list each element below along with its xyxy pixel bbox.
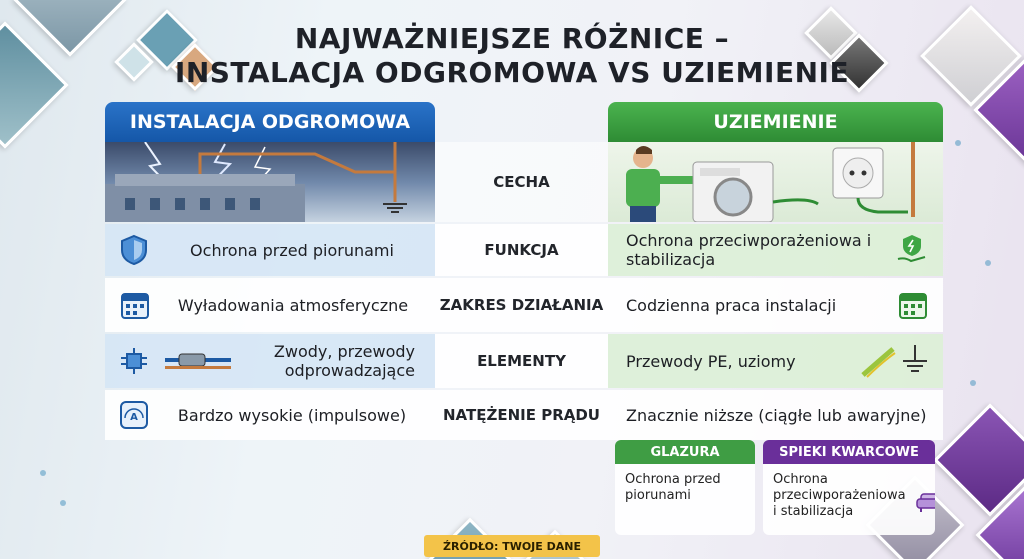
row-right-cell: [608, 142, 943, 222]
decor-dot: [40, 470, 46, 476]
ground-cable-icon: [859, 343, 929, 379]
calendar-icon: [119, 289, 151, 321]
table-row-feature: [105, 142, 943, 222]
mini-card-quartz-sinter: [763, 440, 935, 535]
title-line-1: NAJWAŻNIEJSZE RÓŻNICE –: [294, 22, 730, 55]
scope-right-text: Codzienna praca instalacji: [626, 295, 837, 315]
decor-dot: [970, 380, 976, 386]
row-right-cell: [608, 224, 943, 276]
row-right-cell: [608, 390, 943, 440]
conductor-clamp-icon: [165, 349, 231, 373]
row-label-elements: ELEMENTY: [435, 334, 608, 388]
table-row-elements: [105, 334, 943, 388]
shield-hand-icon: [895, 233, 929, 267]
mini-card-title: SPIEKI KWARCOWE: [763, 440, 935, 464]
shield-icon: [119, 234, 149, 266]
current-right-text: Znacznie niższe (ciągłe lub awaryjne): [626, 405, 927, 425]
svg-text:A: A: [130, 412, 138, 423]
function-right-text: Ochrona przeciwporażeniowa i stabilizacja: [626, 231, 872, 269]
function-left-text: Ochrona przed piorunami: [190, 240, 394, 260]
header-grounding: UZIEMIENIE: [608, 102, 943, 142]
row-label-scope: ZAKRES DZIAŁANIA: [435, 278, 608, 332]
header-lightning-protection: INSTALACJA ODGROMOWA: [105, 102, 435, 142]
scope-left-text: Wyładowania atmosferyczne: [177, 295, 409, 315]
elements-left-text: Zwody, przewody odprowadzające: [273, 342, 415, 380]
ammeter-icon: [119, 400, 149, 430]
calendar-icon: [897, 289, 929, 321]
table-row-current: [105, 390, 943, 440]
row-label-current: NATĘŻENIE PRĄDU: [435, 390, 608, 440]
mini-card-glaze: [615, 440, 755, 535]
row-label-feature: CECHA: [435, 142, 608, 222]
decor-dot: [60, 500, 66, 506]
row-left-cell: [105, 142, 435, 222]
table-row-scope: [105, 278, 943, 332]
current-left-text: Bardzo wysokie (impulsowe): [177, 405, 407, 425]
row-left-cell: [105, 334, 435, 388]
decor-dot: [955, 140, 961, 146]
row-label-function: FUNKCJA: [435, 224, 608, 276]
row-right-cell: [608, 278, 943, 332]
mini-card-title: GLAZURA: [615, 440, 755, 464]
mini-card-body: Ochrona przed piorunami: [625, 472, 721, 503]
page-title: [0, 22, 1024, 90]
elements-right-text: Przewody PE, uziomy: [626, 351, 796, 371]
sofa-icon: [916, 490, 935, 514]
row-left-cell: [105, 224, 435, 276]
row-right-cell: [608, 334, 943, 388]
mini-card-body: Ochrona przeciwporażeniowa i stabilizacja: [773, 472, 906, 519]
row-left-cell: [105, 278, 435, 332]
title-line-2: INSTALACJA ODGROMOWA VS UZIEMIENIE: [174, 56, 850, 89]
source-badge: ŹRÓDŁO: TWOJE DANE: [424, 535, 600, 557]
circuit-icon: [119, 346, 149, 376]
row-left-cell: [105, 390, 435, 440]
table-row-function: [105, 224, 943, 276]
decor-dot: [985, 260, 991, 266]
